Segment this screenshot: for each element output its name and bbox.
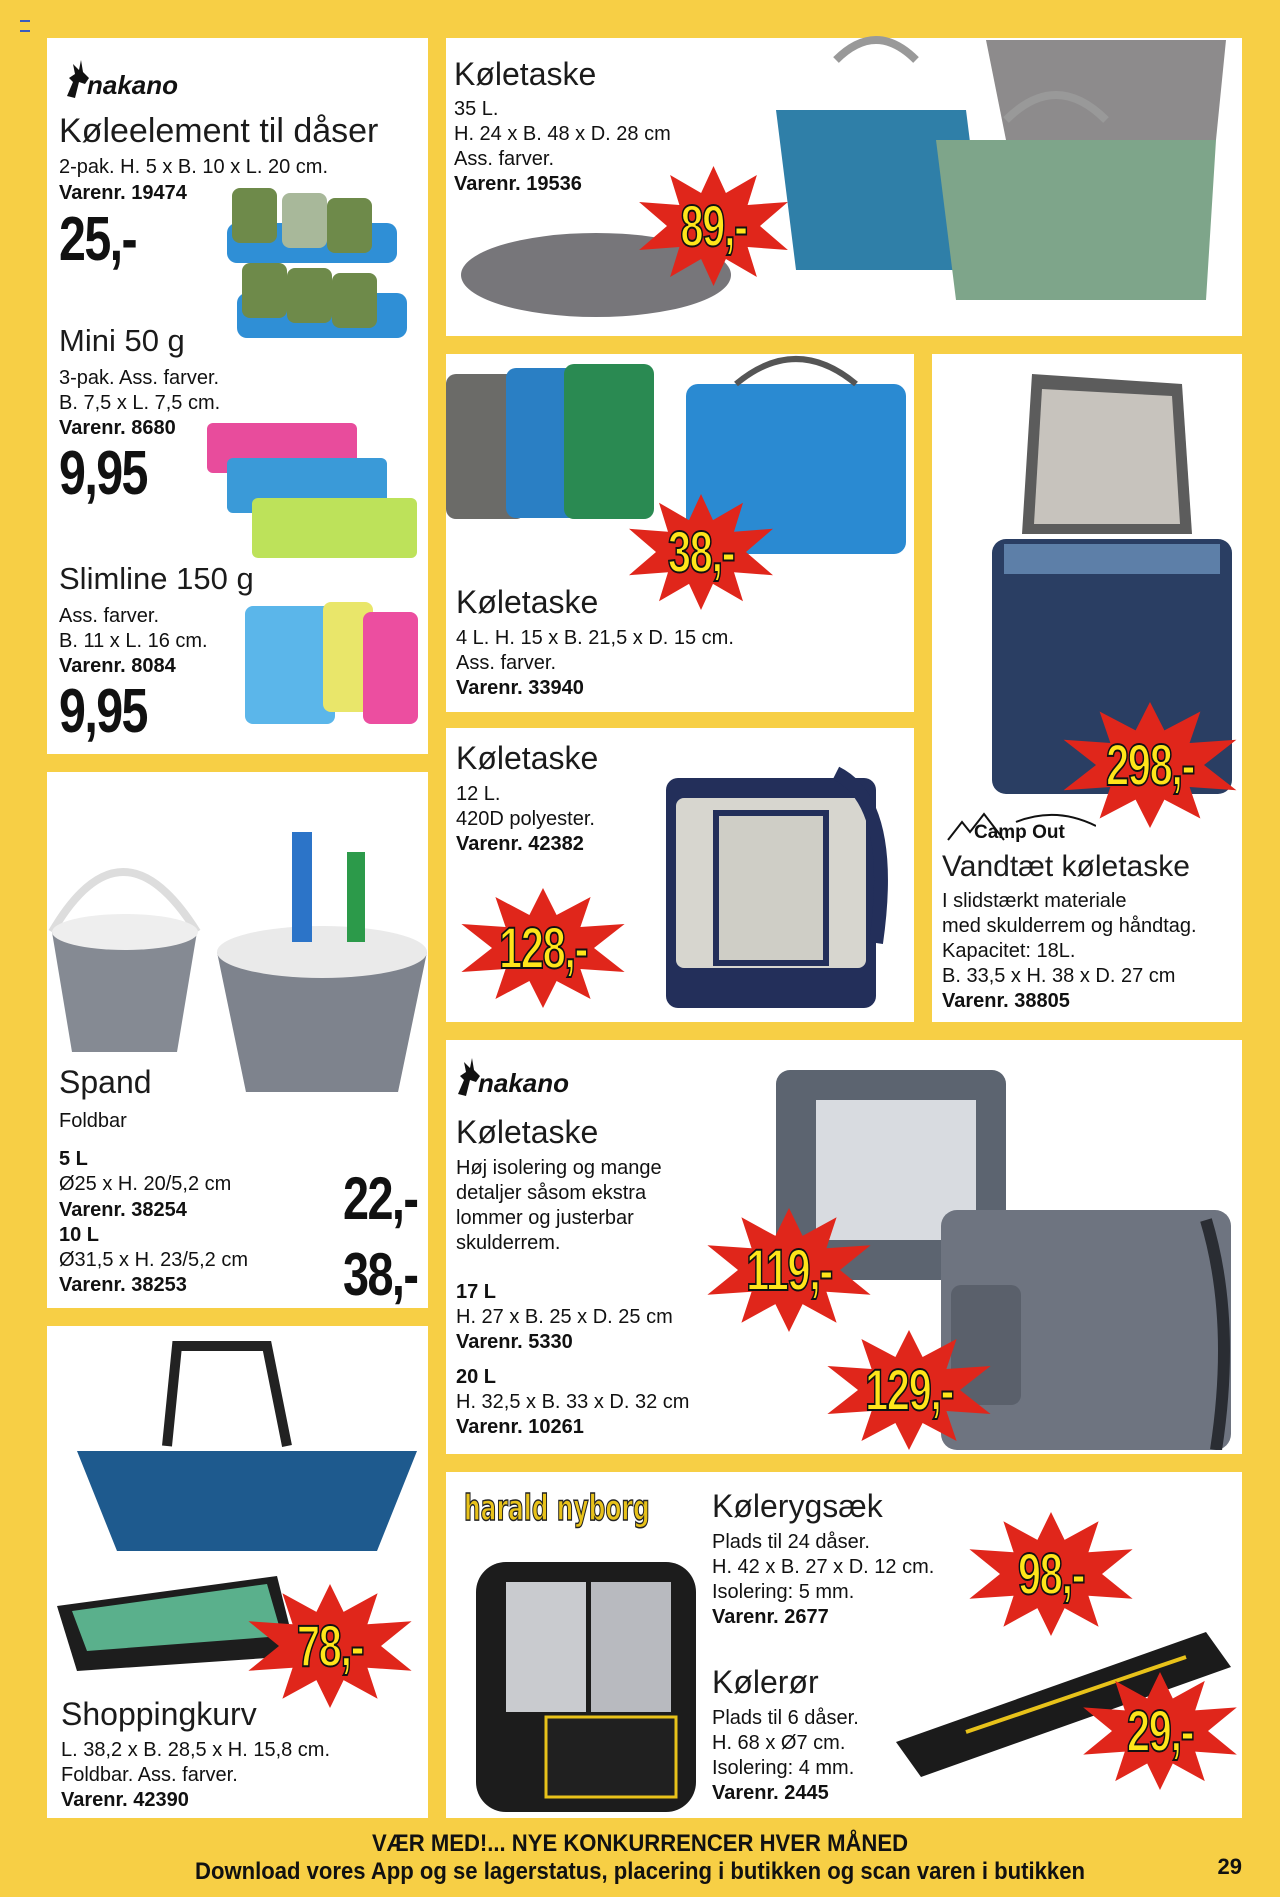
price-text: 98,- xyxy=(1017,1541,1085,1607)
campout-logo xyxy=(946,812,1106,844)
panel-cooler-bag-12l xyxy=(446,728,914,1022)
mini-ice-packs-image xyxy=(197,418,427,568)
product-desc: Foldbar xyxy=(59,1110,127,1132)
panel-cooler-backpack-tube xyxy=(446,1472,1242,1818)
panel-cooler-bag-nakano xyxy=(446,1040,1242,1454)
harald-nyborg-logo: harald nyborg xyxy=(464,1488,650,1529)
price-text: 128,- xyxy=(499,915,587,981)
product-desc: Ass. farver. xyxy=(454,148,555,170)
product-desc: H. 24 x B. 48 x D. 28 cm xyxy=(454,123,671,145)
price-burst xyxy=(966,1512,1136,1636)
menu-icon[interactable] xyxy=(20,20,30,32)
foldable-buckets-image xyxy=(47,792,428,1092)
brand-label: Camp Out xyxy=(974,822,1065,843)
price-text: 78,- xyxy=(296,1613,364,1679)
product-desc: Kapacitet: 18L. xyxy=(942,940,1076,962)
product-desc: lommer og justerbar xyxy=(456,1207,634,1229)
footer-line-2: Download vores App og se lagerstatus, placering i butikken og scan varen i butikken xyxy=(195,1858,1085,1885)
product-title: Mini 50 g xyxy=(59,323,185,358)
product-desc: Ass. farver. xyxy=(59,605,160,627)
product-varenr: Varenr. 5330 xyxy=(456,1331,573,1353)
product-desc: 3-pak. Ass. farver. xyxy=(59,367,220,389)
product-desc: 35 L. xyxy=(454,98,499,120)
price-burst xyxy=(636,166,791,286)
price-burst xyxy=(1060,702,1240,828)
price-text: 119,- xyxy=(746,1237,832,1303)
product-desc: B. 7,5 x L. 7,5 cm. xyxy=(59,392,221,414)
product-desc: Ass. farver. xyxy=(456,652,557,674)
size-label: 17 L xyxy=(456,1281,497,1303)
brand-label: nakano xyxy=(87,70,179,100)
product-varenr: Varenr. 42382 xyxy=(456,833,584,855)
price-text: 129,- xyxy=(865,1357,953,1423)
product-desc: skulderrem. xyxy=(456,1232,561,1254)
product-desc: I slidstærkt materiale xyxy=(942,890,1127,912)
product-price: 22,- xyxy=(343,1165,418,1232)
product-desc: Ø31,5 x H. 23/5,2 cm xyxy=(59,1249,248,1271)
panel-bucket xyxy=(47,772,428,1308)
product-desc: Plads til 24 dåser. xyxy=(712,1531,870,1553)
product-desc: med skulderrem og håndtag. xyxy=(942,915,1197,937)
product-desc: H. 68 x Ø7 cm. xyxy=(712,1732,846,1754)
product-title: Shoppingkurv xyxy=(61,1696,257,1732)
product-title: Spand xyxy=(59,1064,152,1100)
product-varenr: Varenr. 42390 xyxy=(61,1789,189,1811)
product-title: Kølerygsæk xyxy=(712,1488,883,1524)
product-desc: Foldbar. Ass. farver. xyxy=(61,1764,238,1786)
product-varenr: Varenr. 38805 xyxy=(942,990,1070,1012)
product-desc: B. 11 x L. 16 cm. xyxy=(59,630,208,652)
product-varenr: Varenr. 38253 xyxy=(59,1274,187,1296)
price-burst xyxy=(824,1330,994,1450)
product-desc: Isolering: 4 mm. xyxy=(712,1757,855,1779)
product-title: Slimline 150 g xyxy=(59,561,254,596)
product-varenr: Varenr. 33940 xyxy=(456,677,584,699)
product-varenr: Varenr. 19474 xyxy=(59,182,187,204)
product-desc: Isolering: 5 mm. xyxy=(712,1581,855,1603)
product-title: Køletaske xyxy=(456,1114,599,1150)
product-price: 25,- xyxy=(59,205,137,274)
panel-cooler-bag-4l xyxy=(446,354,914,712)
size-label: 5 L xyxy=(59,1148,88,1170)
product-title: Vandtæt køletaske xyxy=(942,850,1190,883)
product-desc: Ø25 x H. 20/5,2 cm xyxy=(59,1173,232,1195)
product-title: Kølerør xyxy=(712,1664,819,1700)
product-desc: B. 33,5 x H. 38 x D. 27 cm xyxy=(942,965,1176,987)
product-desc: L. 38,2 x B. 28,5 x H. 15,8 cm. xyxy=(61,1739,331,1761)
product-varenr: Varenr. 38254 xyxy=(59,1199,187,1221)
product-title: Køletaske xyxy=(454,56,597,92)
cooler-bag-12l-image xyxy=(656,743,906,1013)
cooling-element-cans-image xyxy=(227,183,417,363)
product-title: Køletaske xyxy=(456,584,599,620)
product-varenr: Varenr. 19536 xyxy=(454,173,582,195)
product-varenr: Varenr. 2445 xyxy=(712,1782,829,1804)
price-text: 89,- xyxy=(680,193,747,259)
product-varenr: Varenr. 8680 xyxy=(59,417,176,439)
panel-shopping-basket xyxy=(47,1326,428,1818)
product-desc: 420D polyester. xyxy=(456,808,595,830)
product-desc: detaljer såsom ekstra xyxy=(456,1182,647,1204)
product-desc: 2-pak. H. 5 x B. 10 x L. 20 cm. xyxy=(59,156,329,178)
product-desc: H. 32,5 x B. 33 x D. 32 cm xyxy=(456,1391,690,1413)
price-text: 298,- xyxy=(1106,732,1194,798)
panel-waterproof-cooler-bag xyxy=(932,354,1242,1022)
price-burst xyxy=(458,888,628,1008)
product-desc: 12 L. xyxy=(456,783,501,805)
price-text: 38,- xyxy=(667,519,735,585)
price-burst xyxy=(1080,1672,1240,1790)
product-varenr: Varenr. 2677 xyxy=(712,1606,829,1628)
product-desc: Høj isolering og mange xyxy=(456,1157,662,1179)
price-burst xyxy=(626,494,776,610)
product-varenr: Varenr. 10261 xyxy=(456,1416,584,1438)
product-title: Køletaske xyxy=(456,740,599,776)
product-desc: H. 42 x B. 27 x D. 12 cm. xyxy=(712,1556,935,1578)
product-title: Køleelement til dåser xyxy=(59,112,379,150)
panel-cooling-elements xyxy=(47,38,428,754)
price-text: 29,- xyxy=(1126,1698,1194,1764)
product-desc: 4 L. H. 15 x B. 21,5 x D. 15 cm. xyxy=(456,627,734,649)
nakano-logo xyxy=(59,56,199,104)
size-label: 10 L xyxy=(59,1224,100,1246)
price-burst xyxy=(245,1584,415,1708)
product-price: 9,95 xyxy=(59,677,147,746)
slimline-ice-packs-image xyxy=(245,598,425,728)
product-varenr: Varenr. 8084 xyxy=(59,655,176,677)
panel-cooler-bag-35l xyxy=(446,38,1242,336)
page-number: 29 xyxy=(1217,1854,1242,1879)
product-price: 9,95 xyxy=(59,439,147,508)
footer-line-1: VÆR MED!... NYE KONKURRENCER HVER MÅNED xyxy=(371,1830,909,1857)
product-desc: Plads til 6 dåser. xyxy=(712,1707,859,1729)
product-price: 38,- xyxy=(343,1241,418,1308)
nakano-logo xyxy=(450,1054,600,1102)
price-burst xyxy=(704,1208,874,1332)
size-label: 20 L xyxy=(456,1366,497,1388)
brand-label: nakano xyxy=(478,1068,570,1098)
cooler-backpack-image xyxy=(466,1542,706,1812)
folding-baskets-image xyxy=(446,0,1242,336)
product-desc: H. 27 x B. 25 x D. 25 cm xyxy=(456,1306,673,1328)
